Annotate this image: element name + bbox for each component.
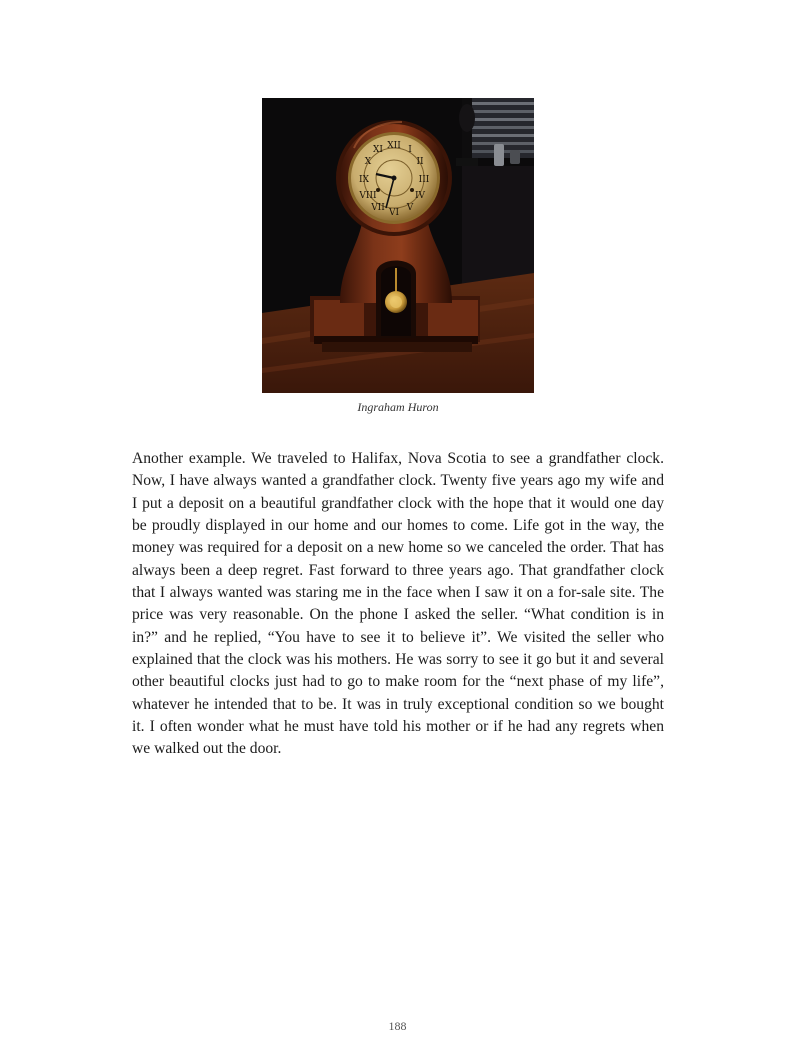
svg-text:I: I — [408, 145, 412, 155]
svg-text:IX: IX — [359, 175, 369, 185]
svg-text:V: V — [406, 203, 414, 213]
svg-text:III: III — [418, 175, 430, 185]
page-number: 188 — [388, 1019, 407, 1033]
body-paragraph: Another example. We traveled to Halifax, Nova Scotia to see a grandfather clock. Now, I have always wanted a grandfather clock. Twenty five years ago my wife and I put a deposit on a beautiful grandfather clock with the hope that it would one day be proudly displayed in our home and our homes to come. Life got in the way, the money was required for a deposit on a new home so we canceled the order. That has always been a deep regret. Fast forward to three years ago. That grandfather clock that I always wanted was staring me in the face when I saw it on a for-sale site. The price was very reasonable. On the phone I asked the seller. “What condition is in in?” and he replied, “You have to see it to believe it”. We visited the seller who explained that the clock was his mothers. He was sorry to see it go but it and several other beautiful clocks just had to go to make room for the “next phase of my life”, whatever he intended that to be. It was in truly exceptional condition so we bought it. I often wonder what he must have told his mother or if he had any regrets when we walked out the door. — [132, 450, 664, 758]
svg-text:II: II — [416, 157, 424, 167]
svg-text:IV: IV — [414, 191, 426, 201]
svg-text:X: X — [364, 157, 372, 167]
svg-text:XII: XII — [387, 141, 401, 151]
clock-photo — [262, 98, 534, 393]
svg-text:VII: VII — [371, 203, 385, 213]
svg-text:XI: XI — [373, 145, 383, 155]
figure-caption: Ingraham Huron — [357, 400, 439, 414]
svg-text:VIII: VIII — [359, 191, 377, 201]
svg-text:VI: VI — [388, 208, 400, 218]
